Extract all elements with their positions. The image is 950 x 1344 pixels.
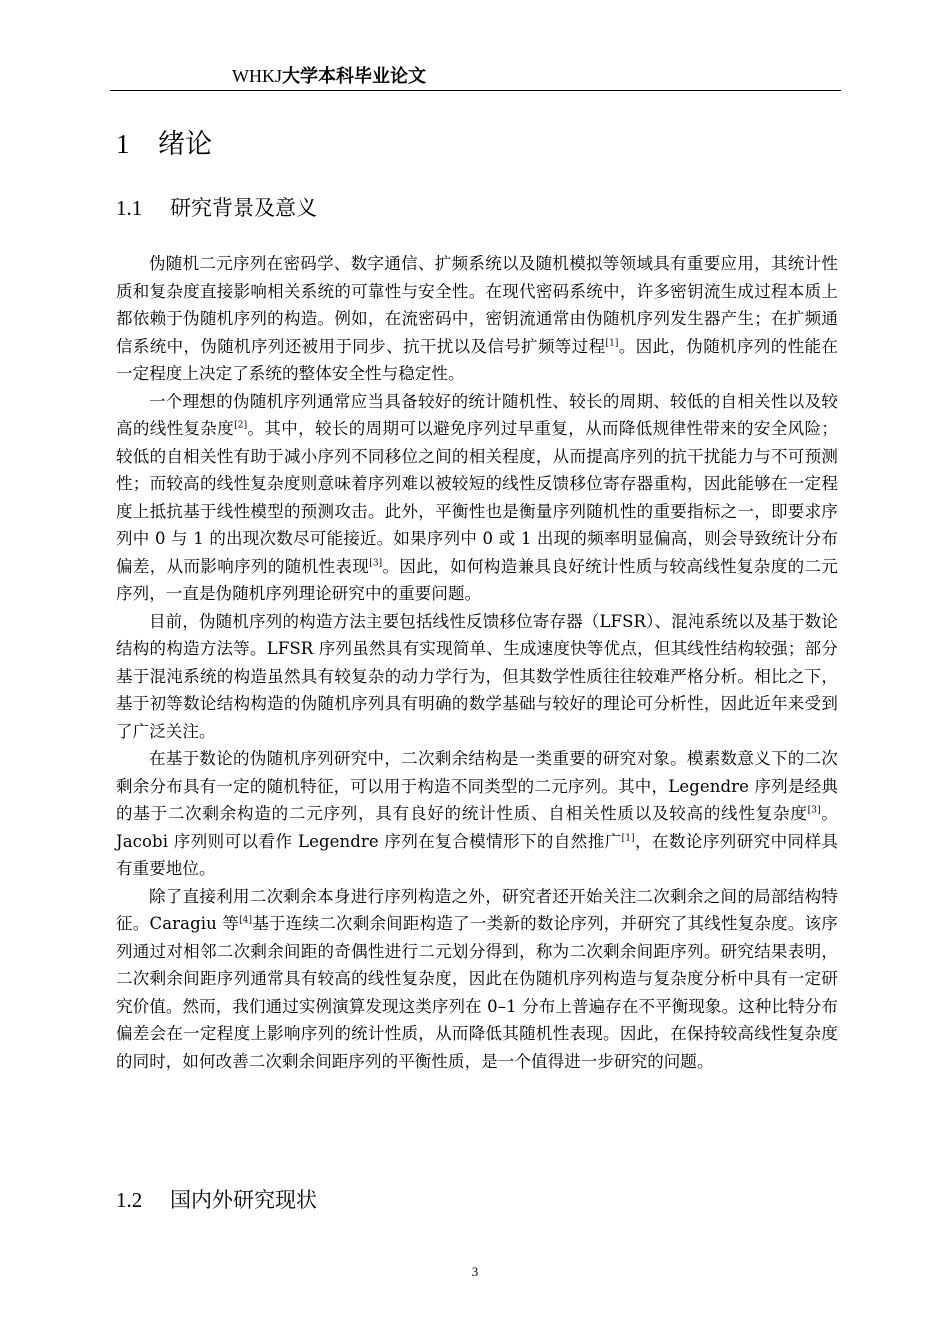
citation: [1] xyxy=(621,833,635,843)
paragraph-2 xyxy=(116,388,838,608)
citation: [1] xyxy=(605,338,619,348)
citation: [3] xyxy=(807,805,821,816)
paragraph-text: 除了直接利用二次剩余本身进行序列构造之外，研究者还开始关注二次剩余之间的局部结构特征。Caragiu 等 xyxy=(116,886,838,933)
chapter-title: 绪论 xyxy=(158,129,212,160)
page-number: 3 xyxy=(471,1264,479,1279)
citation: [4] xyxy=(239,915,253,926)
section-heading-1-2 xyxy=(116,1184,317,1216)
citation: [3] xyxy=(369,558,383,568)
chapter-heading xyxy=(116,124,212,165)
paragraph-text: ，在数论序列研究中同样具有重要地位。 xyxy=(116,831,839,878)
paragraph-3 xyxy=(116,608,838,746)
header-code: WHKJ xyxy=(232,66,282,86)
citation: [2] xyxy=(234,420,248,431)
paragraph-1 xyxy=(116,250,838,388)
paragraph-text: 。因此，如何构造兼具良好统计性质与较高线性复杂度的二元序列，一直是伪随机序列理论研究中的重要问题。 xyxy=(116,556,839,603)
section-number: 1.2 xyxy=(116,1188,143,1212)
paragraph-text: 。Jacobi 序列则可以看作 Legendre 序列在复合模情形下的自然推广 xyxy=(116,804,838,851)
page-header xyxy=(110,64,841,91)
chapter-number: 1 xyxy=(116,129,130,159)
paragraph-text: 目前，伪随机序列的构造方法主要包括线性反馈移位寄存器（LFSR）、混沌系统以及基于数论结构的构造方法等。LFSR 序列虽然具有实现简单、生成速度快等优点，但其线性结构较强；部分基于混沌系统的构造虽然具有较复杂的动力学行为，但其数学性质往往较难严格分析。相比之下，基于初等数论结构构造的伪随机序列具有明确的数学基础与较好的理论可分析性，因此近年来受到了广泛关注。 xyxy=(116,611,838,741)
paragraph-text: 基于连续二次剩余间距构造了一类新的数论序列，并研究了其线性复杂度。该序列通过对相邻二次剩余间距的奇偶性进行二元划分得到，称为二次剩余间距序列。研究结果表明，二次剩余间距序列通常具有较高的线性复杂度，因此在伪随机序列构造与复杂度分析中具有一定研究价值。然而，我们通过实例演算发现这类序列在 0–1 分布上普遍存在不平衡现象。这种比特分布偏差会在一定程度上影响序列的统计性质，从而降低其随机性表现。因此，在保持较高线性复杂度的同时，如何改善二次剩余间距序列的平衡性质，是一个值得进一步研究的问题。 xyxy=(116,914,839,1071)
section-heading-1-1 xyxy=(116,192,317,224)
paragraph-5 xyxy=(116,883,838,1076)
paragraph-text: 。因此，伪随机序列的性能在一定程度上决定了系统的整体安全性与稳定性。 xyxy=(116,336,838,383)
paragraph-text: 。其中，较长的周期可以避免序列过早重复，从而降低规律性带来的安全风险；较低的自相关性有助于减小序列不同移位之间的相关程度，从而提高序列的抗干扰能力与不可预测性；而较高的线性复杂度则意味着序列难以被较短的线性反馈移位寄存器重构，因此能够在一定程度上抵抗基于线性模型的预测攻击。此外，平衡性也是衡量序列随机性的重要指标之一，即要求序列中 0 与 1 的出现次数尽可能接近。如果序列中 0 或 1 出现的频率明显偏高，则会导致统计分布偏差，从而影响序列的随机性表现 xyxy=(116,419,838,576)
header-text xyxy=(232,64,426,89)
section-number: 1.1 xyxy=(116,196,143,220)
paragraph-text: 伪随机二元序列在密码学、数字通信、扩频系统以及随机模拟等领域具有重要应用，其统计性质和复杂度直接影响相关系统的可靠性与安全性。在现代密码系统中，许多密钥流生成过程本质上都依赖于伪随机序列的构造。例如，在流密码中，密钥流通常由伪随机序列发生器产生；在扩频通信系统中，伪随机序列还被用于同步、抗干扰以及信号扩频等过程 xyxy=(116,254,838,356)
paragraph-text: 在基于数论的伪随机序列研究中，二次剩余结构是一类重要的研究对象。模素数意义下的二次剩余分布具有一定的随机特征，可以用于构造不同类型的二元序列。其中，Legendre 序列是经典的基于二次剩余构造的二元序列，具有良好的统计性质、自相关性质以及较高的线性复杂度 xyxy=(116,749,838,823)
header-title: 大学本科毕业论文 xyxy=(282,66,426,87)
body-text xyxy=(116,250,838,1075)
paragraph-4 xyxy=(116,745,838,883)
paragraph-text: 一个理想的伪随机序列通常应当具备较好的统计随机性、较长的周期、较低的自相关性以及较高的线性复杂度 xyxy=(116,391,838,438)
section-title: 研究背景及意义 xyxy=(170,196,317,220)
section-title: 国内外研究现状 xyxy=(170,1188,317,1212)
